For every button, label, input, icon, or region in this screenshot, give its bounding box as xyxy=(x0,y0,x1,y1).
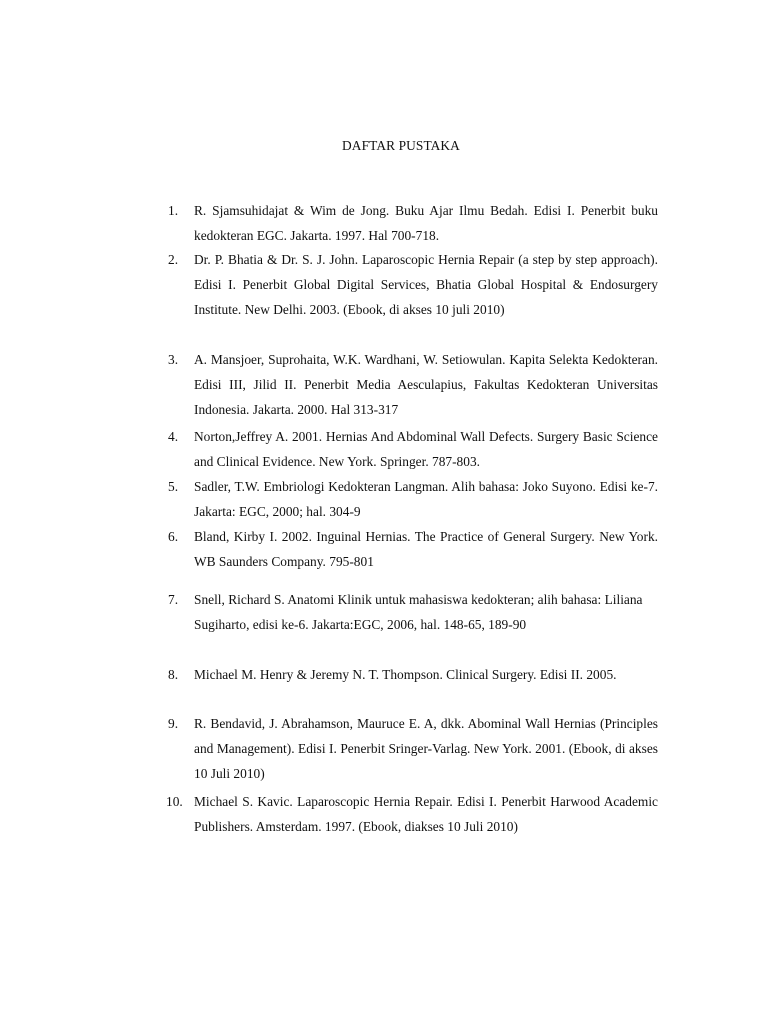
reference-number: 8. xyxy=(168,667,179,682)
reference-number: 2. xyxy=(168,252,179,267)
reference-text: Michael S. Kavic. Laparoscopic Hernia Repair. Edisi I. Penerbit Harwood Academic Publishers. Amsterdam. 1997. (Ebook, diakses 10 Juli 2010) xyxy=(194,794,658,834)
reference-number: 7. xyxy=(168,592,179,607)
reference-text: Sadler, T.W. Embriologi Kedokteran Langman. Alih bahasa: Joko Suyono. Edisi ke-7. Jakarta: EGC, 2000; hal. 304-9 xyxy=(194,479,658,519)
reference-text: R. Sjamsuhidajat & Wim de Jong. Buku Ajar Ilmu Bedah. Edisi I. Penerbit buku kedokteran EGC. Jakarta. 1997. Hal 700-718. xyxy=(194,203,658,243)
reference-number: 4. xyxy=(168,429,179,444)
reference-number: 9. xyxy=(168,716,179,731)
reference-number: 3. xyxy=(168,352,179,367)
reference-text: A. Mansjoer, Suprohaita, W.K. Wardhani, W. Setiowulan. Kapita Selekta Kedokteran. Edisi III, Jilid II. Penerbit Media Aesculapius, Fakultas Kedokteran Universitas Indonesia. Jakarta. 2000. Hal 313-317 xyxy=(194,352,658,417)
reference-text: R. Bendavid, J. Abrahamson, Mauruce E. A, dkk. Abominal Wall Hernias (Principles and Management). Edisi I. Penerbit Sringer-Varlag. New York. 2001. (Ebook, di akses 10 Juli 2010) xyxy=(194,716,658,781)
reference-text: Snell, Richard S. Anatomi Klinik untuk mahasiswa kedokteran; alih bahasa: Liliana Sugiharto, edisi ke-6. Jakarta:EGC, 2006, hal. 148-65, 189-90 xyxy=(194,592,643,632)
reference-text: Dr. P. Bhatia & Dr. S. J. John. Laparoscopic Hernia Repair (a step by step approach). Edisi I. Penerbit Global Digital Services, Bhatia Global Hospital & Endosurgery Institute. New Delhi. 2003. (Ebook, di akses 10 juli 2010) xyxy=(194,252,658,317)
reference-text: Norton,Jeffrey A. 2001. Hernias And Abdominal Wall Defects. Surgery Basic Science and Clinical Evidence. New York. Springer. 787-803. xyxy=(194,429,658,469)
reference-number: 5. xyxy=(168,479,179,494)
reference-text: Bland, Kirby I. 2002. Inguinal Hernias. The Practice of General Surgery. New York. WB Saunders Company. 795-801 xyxy=(194,529,658,569)
page-title: DAFTAR PUSTAKA xyxy=(342,138,460,153)
reference-text: Michael M. Henry & Jeremy N. T. Thompson. Clinical Surgery. Edisi II. 2005. xyxy=(194,667,617,682)
reference-number: 10. xyxy=(166,794,183,809)
reference-number: 1. xyxy=(168,203,179,218)
reference-number: 6. xyxy=(168,529,179,544)
